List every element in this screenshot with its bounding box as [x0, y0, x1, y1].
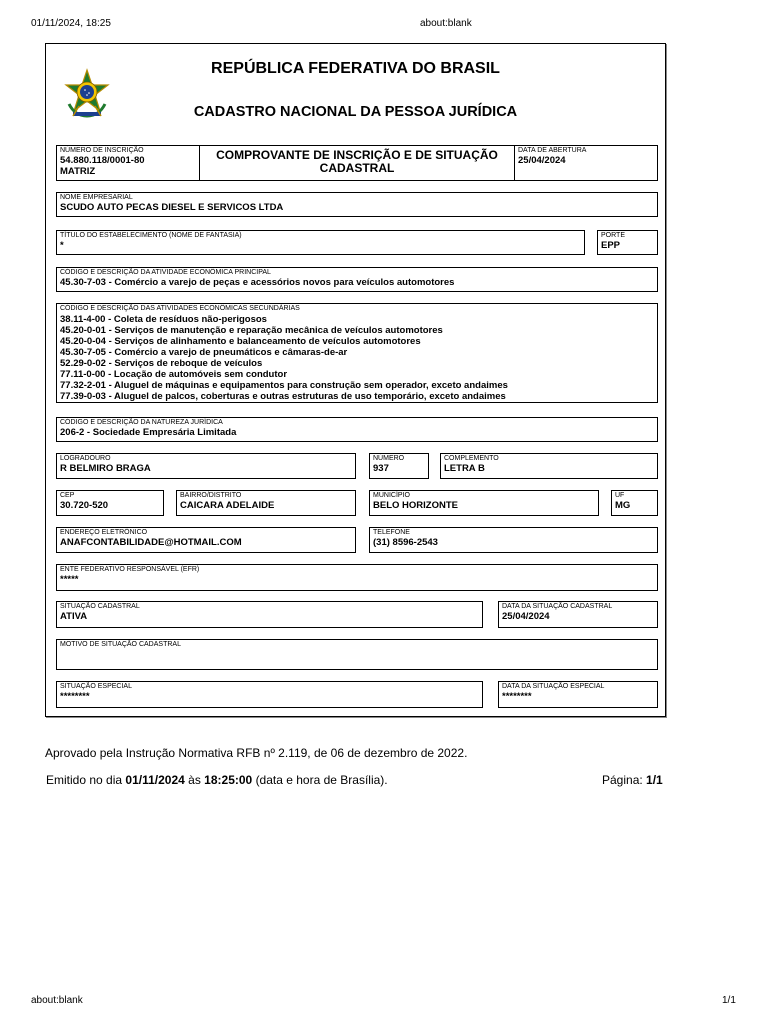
field-atividades-secundarias: CÓDIGO E DESCRIÇÃO DAS ATIVIDADES ECONÔMICAS SECUNDÁRIAS 38.11-4-00 - Coleta de resíduos não-perigosos 45.20-0-01 - Serviços de manutenção e reparação mecânica de veículos automotores 45.20-0-04 - Serviços de alinhamento e balanceamento de veículos automotores 45.30-7-05 - Comércio a varejo de pneumáticos e câmaras-de-ar 52.29-0-02 - Serviços de reboque de veículos 77.11-0-00 - Locação de automóveis sem condutor 77.32-2-01 - Aluguel de máquinas e equipamentos para construção sem operador, exceto andaimes 77.39-0-03 - Aluguel de palcos, coberturas e outras estruturas de uso temporário, exceto andaimes — [56, 303, 658, 403]
field-data-situacao-cadastral: DATA DA SITUAÇÃO CADASTRAL 25/04/2024 — [498, 601, 658, 628]
field-telefone: TELEFONE (31) 8596-2543 — [369, 527, 658, 553]
field-situacao-cadastral: SITUAÇÃO CADASTRAL ATIVA — [56, 601, 483, 628]
document-type-title: COMPROVANTE DE INSCRIÇÃO E DE SITUAÇÃO CADASTRAL — [216, 148, 498, 175]
print-url-bottom: about:blank — [31, 995, 83, 1006]
field-numero: NÚMERO 937 — [369, 453, 429, 479]
list-item: 45.20-0-04 - Serviços de alinhamento e balanceamento de veículos automotores — [60, 336, 421, 347]
field-situacao-especial: SITUAÇÃO ESPECIAL ******** — [56, 681, 483, 708]
print-url-top: about:blank — [420, 18, 472, 29]
emission-line: Emitido no dia 01/11/2024 às 18:25:00 (data e hora de Brasília). — [46, 773, 388, 787]
field-efr: ENTE FEDERATIVO RESPONSÁVEL (EFR) ***** — [56, 564, 658, 591]
approval-note: Aprovado pela Instrução Normativa RFB nº 2.119, de 06 de dezembro de 2022. — [45, 746, 468, 760]
page-indicator: Página: 1/1 — [602, 773, 663, 787]
field-email: ENDEREÇO ELETRÔNICO ANAFCONTABILIDADE@HOTMAIL.COM — [56, 527, 356, 553]
list-item: 77.39-0-03 - Aluguel de palcos, coberturas e outras estruturas de uso temporário, exceto andaimes — [60, 391, 506, 402]
print-page-count: 1/1 — [722, 995, 736, 1006]
field-data-situacao-especial: DATA DA SITUAÇÃO ESPECIAL ******** — [498, 681, 658, 708]
field-municipio: MUNICÍPIO BELO HORIZONTE — [369, 490, 599, 516]
list-item: 38.11-4-00 - Coleta de resíduos não-perigosos — [60, 314, 267, 325]
list-item: 45.30-7-05 - Comércio a varejo de pneumáticos e câmaras-de-ar — [60, 347, 348, 358]
document-type-title-box — [199, 145, 515, 181]
field-data-abertura: DATA DE ABERTURA 25/04/2024 — [514, 145, 658, 181]
field-atividade-principal: CÓDIGO E DESCRIÇÃO DA ATIVIDADE ECONÔMICA PRINCIPAL 45.30-7-03 - Comércio a varejo de peças e acessórios novos para veículos automotores — [56, 267, 658, 292]
field-complemento: COMPLEMENTO LETRA B — [440, 453, 658, 479]
list-item: 52.29-0-02 - Serviços de reboque de veículos — [60, 358, 263, 369]
field-logradouro: LOGRADOURO R BELMIRO BRAGA — [56, 453, 356, 479]
field-uf: UF MG — [611, 490, 658, 516]
field-nome-empresarial: NOME EMPRESARIAL SCUDO AUTO PECAS DIESEL E SERVICOS LTDA — [56, 192, 658, 217]
field-cep: CEP 30.720-520 — [56, 490, 164, 516]
document-heading: REPÚBLICA FEDERATIVA DO BRASIL — [211, 60, 500, 77]
print-datetime: 01/11/2024, 18:25 — [31, 18, 111, 29]
field-porte: PORTE EPP — [597, 230, 658, 255]
field-bairro: BAIRRO/DISTRITO CAICARA ADELAIDE — [176, 490, 356, 516]
cnpj-document — [45, 43, 666, 717]
list-item: 77.11-0-00 - Locação de automóveis sem condutor — [60, 369, 288, 380]
list-item: 77.32-2-01 - Aluguel de máquinas e equipamentos para construção sem operador, exceto andaimes — [60, 380, 508, 391]
field-natureza-juridica: CÓDIGO E DESCRIÇÃO DA NATUREZA JURÍDICA 206-2 - Sociedade Empresária Limitada — [56, 417, 658, 442]
field-numero-inscricao: NÚMERO DE INSCRIÇÃO 54.880.118/0001-80 MATRIZ — [56, 145, 200, 181]
document-subheading: CADASTRO NACIONAL DA PESSOA JURÍDICA — [193, 104, 518, 120]
secondary-activities-list — [60, 314, 508, 402]
field-titulo-estabelecimento: TÍTULO DO ESTABELECIMENTO (NOME DE FANTASIA) * — [56, 230, 585, 255]
field-motivo-situacao: MOTIVO DE SITUAÇÃO CADASTRAL — [56, 639, 658, 670]
list-item: 45.20-0-01 - Serviços de manutenção e reparação mecânica de veículos automotores — [60, 325, 443, 336]
